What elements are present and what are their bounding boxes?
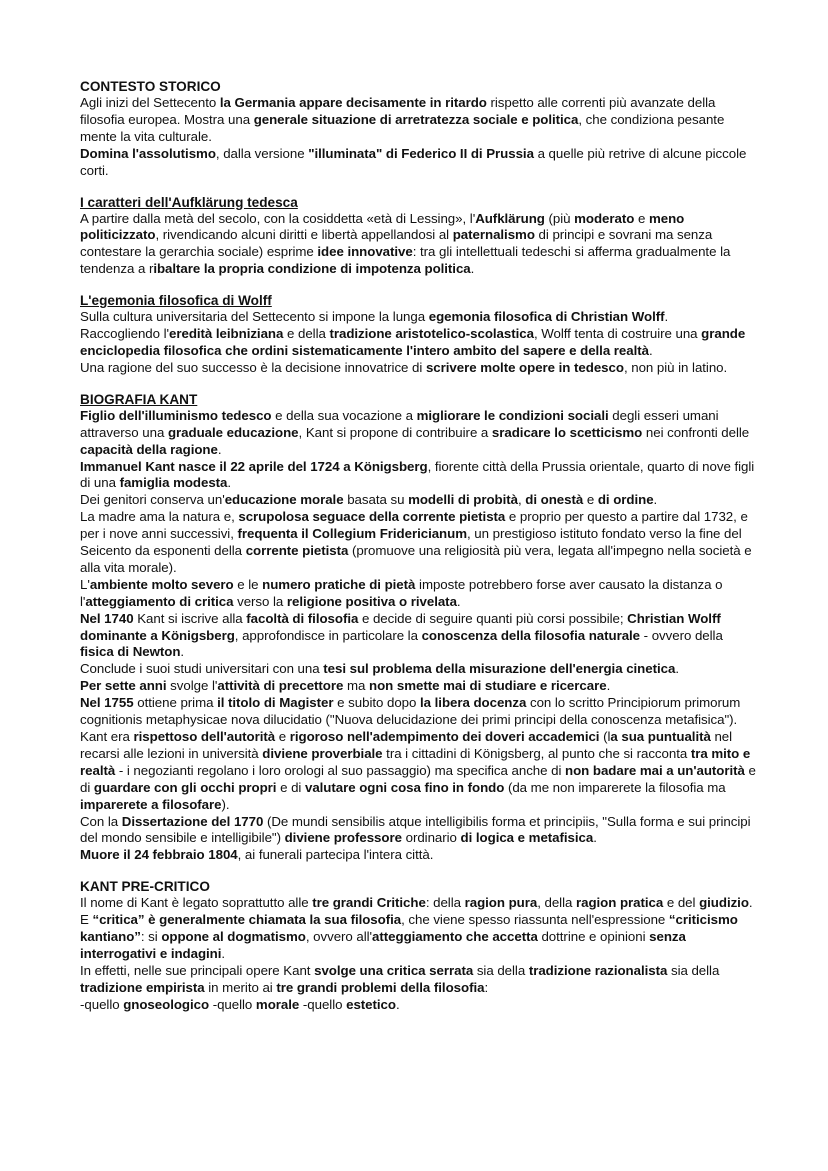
- text-run: dottrine e opinioni: [537, 929, 650, 945]
- text-run: - i negozianti regolano i loro orologi al suo passaggio) ma specifica anche di: [115, 762, 566, 778]
- paragraph: [80, 326, 760, 360]
- text-run: .: [217, 441, 222, 457]
- bold-text: egemonia filosofica di Christian Wolff: [428, 309, 665, 325]
- text-run: , ai funerali partecipa l'intera città.: [237, 847, 434, 863]
- paragraph: [80, 95, 760, 146]
- text-run: di principi e sovrani ma senza contestare la gerarchia sociale) esprime: [80, 227, 713, 260]
- bold-text: morale: [255, 996, 300, 1012]
- text-run: ,: [517, 492, 526, 508]
- bold-text: educazione morale: [224, 492, 344, 508]
- bold-text: graduale educazione: [167, 424, 299, 440]
- text-run: A partire dalla metà del secolo, con la cosiddetta «età di Lessing», l': [80, 210, 476, 226]
- bold-text: scrupolosa seguace della corrente pietista: [238, 509, 506, 525]
- text-run: Agli inizi del Settecento: [80, 95, 220, 110]
- section: [80, 292, 760, 377]
- paragraph: [80, 577, 760, 611]
- text-run: e di: [80, 762, 756, 795]
- text-run: Raccogliendo l': [80, 326, 170, 342]
- bold-text: rispettoso dell'autorità: [133, 729, 276, 744]
- text-run: e proprio per questo a partire dal 1732, e per i nove anni successivi,: [80, 509, 748, 542]
- text-run: , che viene spesso riassunta nell'espressione: [401, 912, 669, 928]
- bold-text: Christian Wolff dominante a Königsberg: [80, 610, 721, 643]
- bold-text: di ordine: [597, 492, 654, 508]
- bold-text: il titolo di Magister: [217, 695, 334, 711]
- paragraph: [80, 211, 760, 279]
- paragraph: [80, 895, 760, 963]
- text-run: e della sua vocazione a: [271, 407, 417, 423]
- bold-text: generale situazione di arretratezza sociale e politica: [253, 111, 579, 127]
- bold-text: tesi sul problema della misurazione dell'energia cinetica: [323, 661, 676, 677]
- section-heading: I caratteri dell'Aufklärung tedesca: [80, 194, 298, 210]
- text-run: ordinario: [401, 830, 461, 846]
- text-run: Il nome di Kant è legato soprattutto alle: [80, 895, 313, 911]
- paragraph: [80, 997, 760, 1014]
- bold-text: non badare mai a un'autorità: [565, 762, 745, 778]
- bold-text: svolge una critica serrata: [314, 962, 474, 978]
- bold-text: tradizione razionalista: [528, 962, 668, 978]
- text-run: Con la: [80, 813, 122, 829]
- text-run: e decide di seguire quanti più corsi possibile;: [358, 610, 628, 626]
- text-run: (da me non imparerete la filosofia ma: [504, 779, 726, 795]
- bold-text: Muore il 24 febbraio 1804: [80, 847, 238, 863]
- text-run: La madre ama la natura e,: [80, 509, 239, 525]
- text-run: , che condiziona pesante mente la vita culturale.: [80, 111, 725, 144]
- bold-text: diviene proverbiale: [262, 745, 383, 761]
- text-run: (l: [599, 729, 611, 744]
- text-run: verso la: [233, 593, 287, 609]
- bold-text: giudizio: [699, 895, 749, 911]
- paragraph: [80, 963, 760, 997]
- text-run: .: [180, 644, 185, 660]
- text-run: , Wolff tenta di costruire una: [533, 326, 702, 342]
- bold-text: attività di precettore: [217, 678, 344, 694]
- bold-text: imparerete a filosofare: [80, 796, 222, 812]
- text-run: tra i cittadini di Königsberg, al punto che si racconta: [382, 745, 691, 761]
- paragraph: [80, 360, 760, 377]
- text-run: .: [227, 475, 232, 491]
- bold-text: facoltà di filosofia: [246, 610, 359, 626]
- bold-text: gnoseologico: [123, 996, 210, 1012]
- bold-text: frequenta il Collegium Fridericianum: [237, 526, 467, 542]
- bold-text: "illuminata" di Federico II di Prussia: [308, 145, 534, 161]
- text-run: , un prestigioso istituto fondato verso la fine del Seicento da esponenti della: [80, 526, 742, 559]
- bold-text: atteggiamento che accetta: [372, 929, 538, 945]
- section: [80, 391, 760, 864]
- text-run: .: [456, 593, 461, 609]
- text-run: , approfondisce in particolare la: [234, 627, 422, 643]
- text-run: , ovvero all': [305, 929, 373, 945]
- bold-text: migliorare le condizioni sociali: [416, 407, 609, 423]
- text-run: con lo scritto Principiorum primorum cognitionis metaphysicae nova dilucidatio ("Nuova delucidazione dei primi principi della conoscenza metafisica").: [80, 695, 741, 728]
- bold-text: tradizione aristotelico-scolastica: [329, 326, 534, 342]
- bold-text: modelli di probità: [408, 492, 518, 508]
- text-run: .: [649, 342, 653, 358]
- bold-text: di onestà: [525, 492, 584, 508]
- section: [80, 878, 760, 1013]
- bold-text: famiglia modesta: [119, 475, 228, 491]
- paragraph: [80, 847, 760, 864]
- bold-text: Dissertazione del 1770: [121, 813, 264, 829]
- bold-text: Nel 1755: [80, 695, 134, 711]
- bold-text: a sua puntualità: [610, 729, 711, 744]
- text-run: Una ragione del suo successo è la decisione innovatrice di: [80, 359, 426, 375]
- bold-text: estetico: [346, 996, 396, 1012]
- text-run: e del: [663, 895, 700, 911]
- paragraph: [80, 814, 760, 848]
- bold-text: eredità leibniziana: [169, 326, 284, 342]
- bold-text: meno politicizzato: [80, 210, 685, 243]
- bold-text: capacità della ragione: [80, 441, 218, 457]
- text-run: e le: [233, 576, 263, 592]
- text-run: Kant si iscrive alla: [133, 610, 247, 626]
- bold-text: paternalismo: [452, 227, 535, 243]
- text-run: : si: [140, 929, 162, 945]
- bold-text: non smette mai di studiare e ricercare: [369, 678, 607, 694]
- text-run: -quello: [209, 996, 256, 1012]
- text-run: .: [664, 309, 669, 325]
- text-run: ).: [221, 796, 230, 812]
- text-run: .: [221, 945, 226, 961]
- bold-text: religione positiva o rivelata: [286, 593, 457, 609]
- section-heading: L'egemonia filosofica di Wolff: [80, 293, 272, 309]
- paragraph: [80, 611, 760, 662]
- bold-text: valutare ogni cosa fino in fondo: [304, 779, 505, 795]
- text-run: e: [583, 492, 598, 508]
- text-run: sia della: [473, 962, 529, 978]
- text-run: .: [470, 261, 475, 277]
- paragraph: [80, 729, 760, 814]
- paragraph: [80, 492, 760, 509]
- bold-text: tra mito e realtà: [80, 745, 751, 778]
- paragraph: [80, 661, 760, 678]
- text-run: Sulla cultura universitaria del Settecento si impone la lunga: [80, 309, 429, 325]
- bold-text: corrente pietista: [245, 543, 349, 559]
- text-run: e: [634, 210, 649, 226]
- bold-text: Nel 1740: [80, 610, 134, 626]
- bold-text: rigoroso nell'adempimento dei doveri accademici: [289, 729, 600, 744]
- text-run: , dalla versione: [215, 145, 309, 161]
- text-run: (più: [544, 210, 575, 226]
- bold-text: oppone al dogmatismo: [161, 929, 306, 945]
- bold-text: tre grandi problemi della filosofia: [276, 979, 485, 995]
- bold-text: diviene professore: [284, 830, 402, 846]
- text-run: ma: [343, 678, 370, 694]
- text-run: , rivendicando alcuni diritti e libertà appellandosi al: [155, 227, 453, 243]
- bold-text: ibaltare la propria condizione di impotenza politica: [153, 261, 471, 277]
- text-run: , non più in latino.: [623, 359, 728, 375]
- text-run: , Kant si propone di contribuire a: [298, 424, 492, 440]
- text-run: e subito dopo: [333, 695, 421, 711]
- bold-text: tre grandi Critiche: [312, 895, 426, 911]
- text-run: L': [80, 576, 90, 592]
- paragraph: [80, 678, 760, 695]
- text-run: .: [606, 678, 611, 694]
- paragraph: [80, 459, 760, 493]
- bold-text: sradicare lo scetticismo: [491, 424, 643, 440]
- text-run: : della: [425, 895, 465, 911]
- bold-text: atteggiamento di critica: [85, 593, 234, 609]
- text-run: .: [593, 830, 597, 846]
- text-run: Dei genitori conserva un': [80, 492, 225, 508]
- bold-text: Figlio dell'illuminismo tedesco: [80, 407, 272, 423]
- text-run: e di: [276, 779, 305, 795]
- paragraph: [80, 695, 760, 729]
- text-run: a quelle più retrive di alcune piccole corti.: [80, 145, 747, 178]
- section: [80, 78, 760, 180]
- text-run: in merito ai: [204, 979, 277, 995]
- bold-text: moderato: [574, 210, 635, 226]
- text-run: imposte potrebbero forse aver causato la distanza o l': [80, 576, 723, 609]
- text-run: , della: [537, 895, 576, 911]
- bold-text: la Germania appare decisamente in ritardo: [219, 95, 487, 110]
- text-run: Kant era: [80, 729, 134, 744]
- bold-text: ambiente molto severo: [89, 576, 234, 592]
- text-run: , fiorente città della Prussia orientale, quarto di nove figli di una: [80, 458, 755, 491]
- text-run: In effetti, nelle sue principali opere Kant: [80, 962, 315, 978]
- text-run: rispetto alle correnti più avanzate della filosofia europea. Mostra una: [80, 95, 716, 127]
- bold-text: tradizione empirista: [80, 979, 205, 995]
- paragraph: [80, 408, 760, 459]
- bold-text: scrivere molte opere in tedesco: [425, 359, 624, 375]
- text-run: -quello: [299, 996, 347, 1012]
- text-run: ottiene prima: [133, 695, 218, 711]
- text-run: sia della: [667, 962, 720, 978]
- text-run: .: [653, 492, 658, 508]
- paragraph: [80, 309, 760, 326]
- text-run: e: [275, 729, 290, 744]
- bold-text: grande enciclopedia filosofica che ordini sistematicamente l'intero ambito del sapere e della realtà: [80, 326, 746, 358]
- text-run: . E: [80, 895, 753, 928]
- text-run: svolge l': [166, 678, 218, 694]
- text-run: (promuove una religiosità più vera, legata all'impegno nella società e alla vita morale).: [80, 543, 752, 575]
- bold-text: conoscenza della filosofia naturale: [421, 627, 641, 643]
- section-heading: CONTESTO STORICO: [80, 79, 221, 94]
- bold-text: Immanuel Kant nasce il 22 aprile del 1724 a Königsberg: [80, 458, 428, 474]
- section-heading: KANT PRE-CRITICO: [80, 879, 210, 895]
- bold-text: guardare con gli occhi propri: [93, 779, 277, 795]
- bold-text: “critica” è generalmente chiamata la sua filosofia: [92, 912, 402, 928]
- bold-text: la libera docenza: [420, 695, 527, 711]
- text-run: (De mundi sensibilis atque intelligibilis forma et principiis, "Sulla forma e sui principi del mondo sensibile e intelligibile"): [80, 813, 751, 846]
- bold-text: “criticismo kantiano”: [80, 912, 738, 945]
- bold-text: fisica di Newton: [80, 644, 181, 660]
- section-heading: BIOGRAFIA KANT: [80, 391, 198, 407]
- bold-text: Per sette anni: [80, 678, 167, 694]
- bold-text: ragion pratica: [575, 895, 664, 911]
- text-run: nei confronti delle: [642, 424, 750, 440]
- bold-text: senza interrogativi e indagini: [80, 929, 686, 961]
- paragraph: [80, 509, 760, 577]
- document-page: [80, 78, 760, 1028]
- bold-text: Aufklärung: [475, 210, 545, 226]
- bold-text: ragion pura: [464, 895, 538, 911]
- text-run: .: [675, 661, 679, 677]
- text-run: degli esseri umani attraverso una: [80, 407, 719, 440]
- bold-text: di logica e metafisica: [460, 830, 594, 846]
- bold-text: numero pratiche di pietà: [262, 576, 416, 592]
- text-run: - ovvero della: [640, 627, 723, 643]
- text-run: e della: [283, 326, 330, 342]
- section: [80, 194, 760, 279]
- text-run: -quello: [80, 996, 124, 1012]
- paragraph: [80, 146, 760, 180]
- text-run: :: [484, 979, 489, 995]
- text-run: .: [395, 996, 400, 1012]
- bold-text: Domina l'assolutismo: [80, 145, 216, 161]
- bold-text: idee innovative: [317, 244, 413, 260]
- text-run: nel recarsi alle lezioni in università: [80, 729, 733, 761]
- text-run: basata su: [343, 492, 409, 508]
- text-run: : tra gli intellettuali tedeschi si afferma gradualmente la tendenza a r: [80, 244, 731, 277]
- text-run: Conclude i suoi studi universitari con una: [80, 661, 324, 677]
